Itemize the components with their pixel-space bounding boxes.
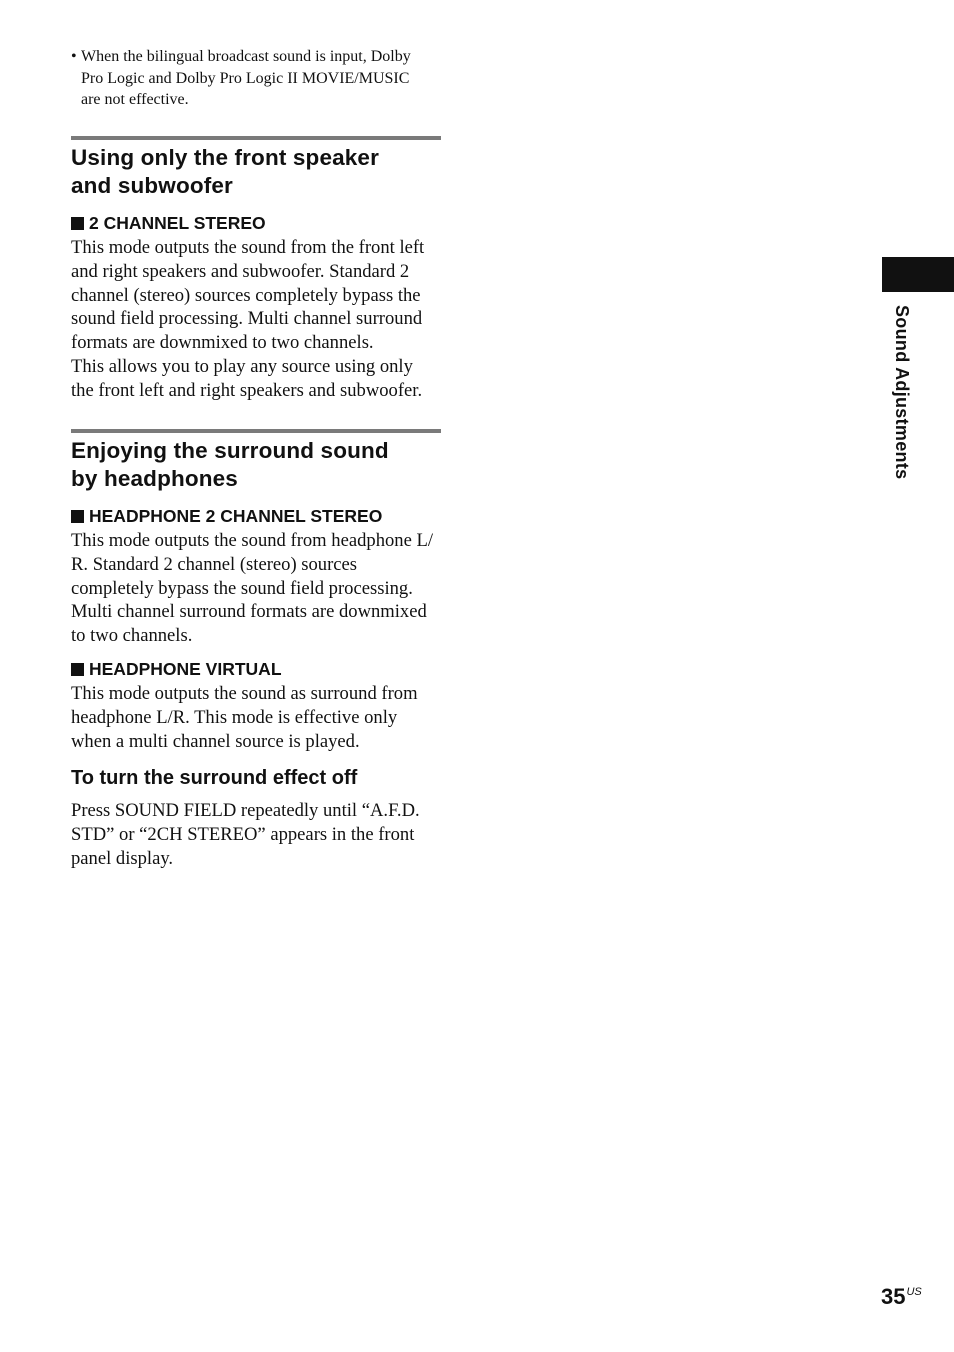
text-line: when a multi channel source is played. [71,730,360,752]
text-line: STD” or “2CH STEREO” appears in the front [71,823,415,845]
page-number-value: 35 [881,1284,906,1309]
text-line: headphone L/R. This mode is effective only [71,706,398,728]
text-line: channel (stereo) sources completely bypass the [71,284,421,306]
note-item [71,46,443,111]
body-paragraph [71,682,443,753]
body-paragraph [71,529,443,648]
title-line: Enjoying the surround sound [71,438,389,463]
text-line: sound field processing. Multi channel surround [71,308,423,330]
subsection-heading-headphone-2ch [71,505,382,527]
text-line: and right speakers and subwoofer. Standard 2 [71,260,410,282]
chapter-tab-marker [882,257,954,292]
subsection-heading-text: 2 CHANNEL STEREO [89,213,266,233]
title-line: and subwoofer [71,172,233,198]
subsection-heading-headphone-virtual [71,658,282,680]
tip-heading: To turn the surround effect off [71,767,358,789]
subsection-heading-text: HEADPHONE 2 CHANNEL STEREO [89,506,383,526]
title-line: by headphones [71,465,238,491]
subsection-heading-2ch-stereo [71,212,266,234]
text-line: formats are downmixed to two channels. [71,332,374,354]
title-line: Using only the front speaker [71,145,380,170]
note-text [81,46,443,111]
text-line: R. Standard 2 channel (stereo) sources [71,553,358,575]
section-title-front-speaker [71,144,443,199]
bullet-icon: • [71,48,77,65]
chapter-side-label: Sound Adjustments [892,305,912,480]
text-line: Multi channel surround formats are downmixed [71,601,427,623]
body-paragraph [71,236,443,403]
note-line: are not effective. [81,91,189,108]
text-line: to two channels. [71,625,193,647]
text-line: This allows you to play any source using only [71,355,413,377]
note-line: Pro Logic and Dolby Pro Logic II MOVIE/MUSIC [81,69,410,87]
text-line: the front left and right speakers and subwoofer. [71,379,423,401]
bullet-note [71,46,443,111]
square-bullet-icon [71,663,84,676]
page-number-suffix: US [906,1286,922,1298]
text-line: panel display. [71,847,174,869]
text-line: completely bypass the sound field processing. [71,577,413,599]
page-number [881,1284,922,1310]
note-line: When the bilingual broadcast sound is input, Dolby [81,48,411,65]
text-line: Press SOUND FIELD repeatedly until “A.F.D. [71,800,420,821]
text-line: This mode outputs the sound from the front left [71,237,425,258]
section-divider [71,429,441,433]
subsection-heading-text: HEADPHONE VIRTUAL [89,659,282,679]
square-bullet-icon [71,510,84,523]
square-bullet-icon [71,217,84,230]
text-line: This mode outputs the sound as surround from [71,683,418,704]
section-title-headphones [71,437,443,492]
text-line: This mode outputs the sound from headphone L/ [71,530,434,551]
section-divider [71,136,441,140]
tip-paragraph [71,799,443,870]
